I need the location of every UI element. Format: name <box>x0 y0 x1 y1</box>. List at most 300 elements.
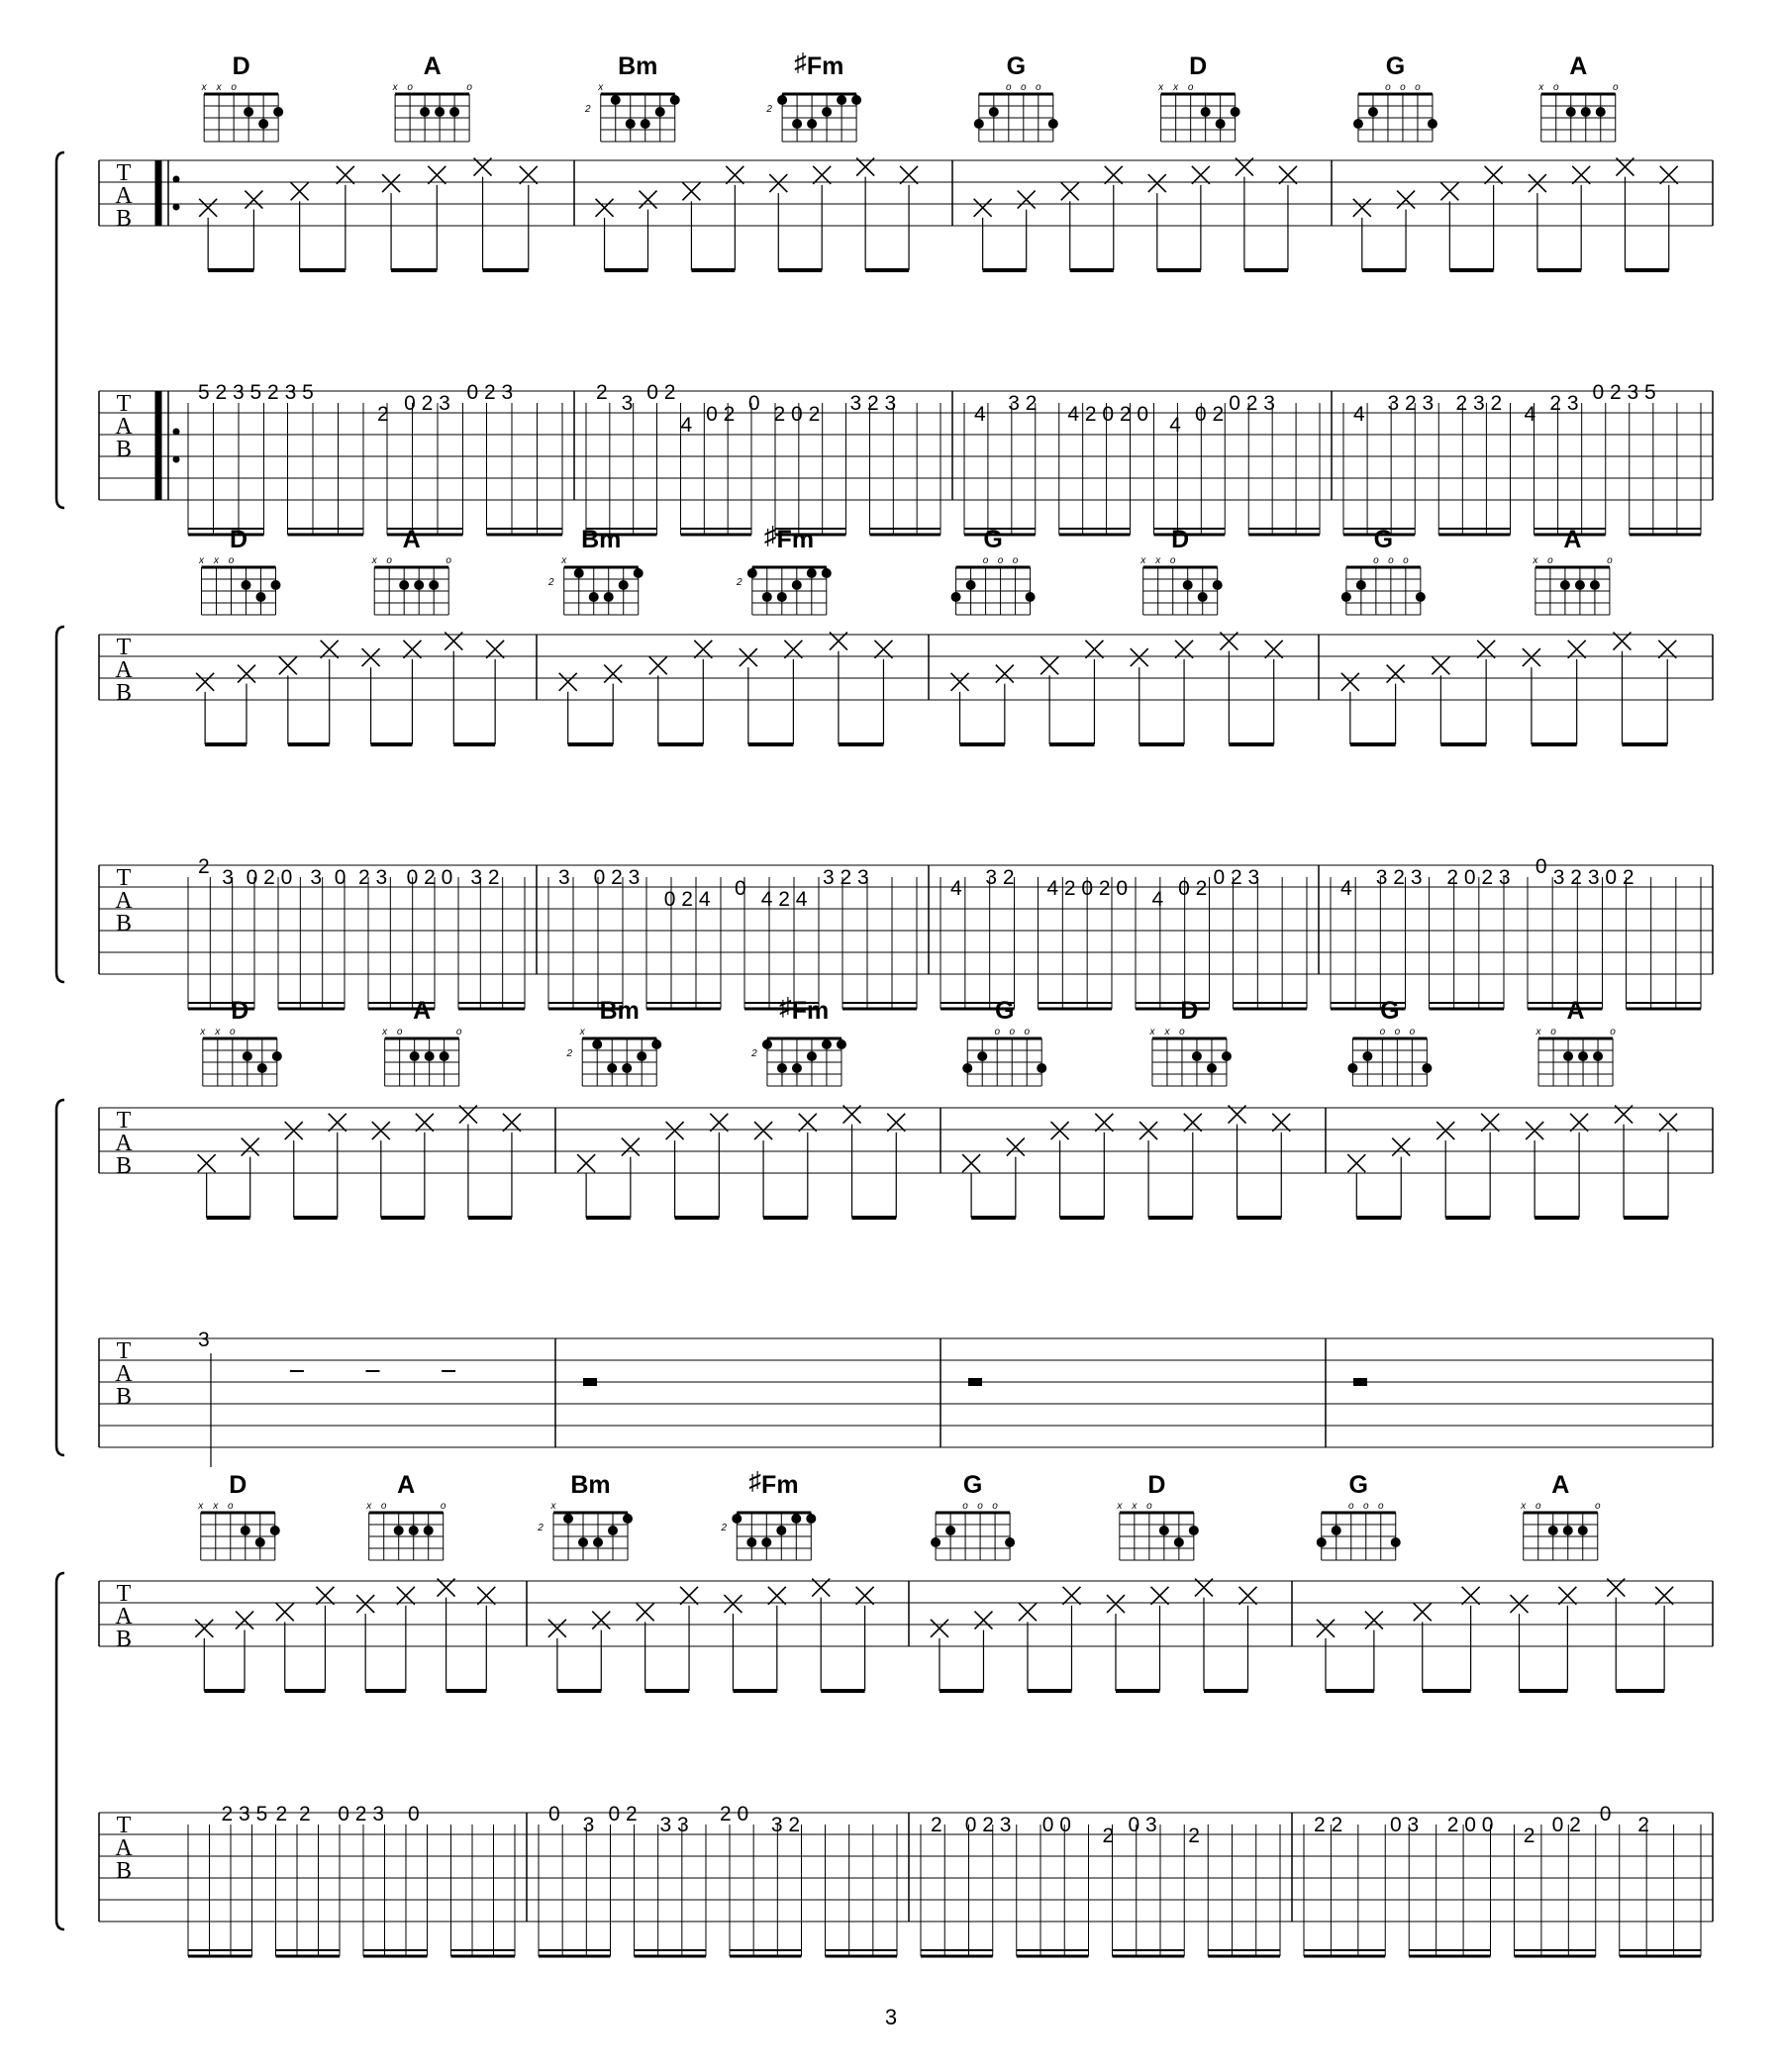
finger-dot <box>608 1526 618 1535</box>
finger-dot <box>255 1537 265 1547</box>
finger-dot <box>637 1051 646 1061</box>
tab-clef-b: B <box>115 437 133 462</box>
fret-number: 2 <box>1188 1825 1200 1847</box>
tab-clef-b: B <box>115 1858 133 1884</box>
finger-dot <box>1332 1526 1341 1535</box>
open-string-mark: o <box>228 555 235 566</box>
strum-x-note <box>812 1579 830 1691</box>
fret-number: 3 2 <box>985 866 1015 889</box>
finger-dot <box>1581 107 1591 117</box>
tab-staff <box>99 855 1713 1009</box>
strum-x-note <box>1397 191 1415 270</box>
muted-string-mark: x <box>1173 82 1179 93</box>
strum-x-note <box>459 1106 477 1218</box>
sharp-sign: ♯ <box>764 522 777 549</box>
fret-number: 0 <box>747 392 760 415</box>
open-string-mark: o <box>396 1027 403 1037</box>
finger-dot <box>410 1051 420 1061</box>
base-fret-label: 2 <box>766 104 772 115</box>
open-string-mark: o <box>227 1501 234 1512</box>
finger-dot <box>1222 1051 1232 1061</box>
finger-dot <box>607 1063 617 1073</box>
base-fret-label: 2 <box>584 104 591 115</box>
chord-name: A <box>1566 997 1585 1025</box>
finger-dot <box>1198 592 1208 602</box>
chord-name: G <box>1380 997 1400 1025</box>
fret-number: 0 2 <box>1178 877 1208 900</box>
chord-name: Bm <box>618 52 658 80</box>
tab-clef-b: B <box>115 911 133 937</box>
fret-number: 2 <box>1523 1825 1535 1847</box>
tab-staff <box>99 381 1713 535</box>
system-bracket <box>56 1573 64 1929</box>
finger-dot <box>1575 580 1585 590</box>
strum-x-note <box>198 1154 216 1218</box>
open-string-mark: o <box>1552 82 1559 93</box>
muted-string-mark: x <box>1521 1501 1527 1512</box>
muted-string-mark: x <box>371 555 377 566</box>
finger-dot <box>977 1051 987 1061</box>
finger-dot <box>807 119 817 129</box>
fret-number: 3 2 <box>470 866 500 889</box>
strum-x-note <box>754 1122 772 1218</box>
whole-rest <box>968 1378 982 1386</box>
chord-name: Bm <box>581 526 622 553</box>
sharp-sign: ♯ <box>794 49 807 76</box>
fret-number: 0 2 <box>608 1803 638 1825</box>
strum-x-note <box>1061 182 1079 270</box>
chord-name: A <box>402 526 421 553</box>
tab-clef-a: A <box>115 1131 133 1156</box>
fret-number: 3 <box>558 866 570 889</box>
finger-dot <box>593 1537 603 1547</box>
open-string-mark: o <box>1169 555 1176 566</box>
muted-string-mark: x <box>1140 555 1146 566</box>
strum-x-note <box>356 1595 374 1691</box>
finger-dot <box>1563 1051 1573 1061</box>
finger-dot <box>270 580 280 590</box>
fret-number: 4 2 0 2 0 <box>1046 877 1129 900</box>
finger-dot <box>777 1063 787 1073</box>
open-string-mark: o <box>1009 1027 1016 1037</box>
finger-dot <box>272 1051 282 1061</box>
fret-number: 0 2 0 <box>246 866 293 889</box>
tab-clef-b: B <box>115 1384 133 1410</box>
chord-diagram-fm <box>750 993 846 1086</box>
fret-number: 4 2 4 <box>760 888 808 911</box>
finger-dot <box>273 107 283 117</box>
rhythm-staff <box>99 1579 1713 1691</box>
fret-number: 0 2 3 <box>964 1814 1012 1836</box>
fret-number: 0 2 <box>1551 1814 1581 1836</box>
muted-string-mark: x <box>200 1027 206 1037</box>
chord-name: G <box>995 997 1015 1025</box>
strum-x-note <box>285 1122 303 1218</box>
tab-clef-a: A <box>115 1604 133 1629</box>
finger-dot <box>651 1039 661 1049</box>
open-string-mark: o <box>1347 1501 1354 1512</box>
fret-number: 2 3 5 <box>221 1803 268 1825</box>
tab-clef-t: T <box>116 1813 132 1838</box>
finger-dot <box>792 1063 802 1073</box>
finger-dot <box>777 95 787 105</box>
strum-x-note <box>1607 1579 1625 1691</box>
strum-x-note <box>1353 199 1371 270</box>
strum-x-note <box>724 1595 742 1691</box>
muted-string-mark: x <box>213 1501 219 1512</box>
rhythm-staff <box>99 1106 1713 1218</box>
chord-name: A <box>1563 526 1582 553</box>
finger-dot <box>1353 119 1363 129</box>
finger-dot <box>1391 1537 1401 1547</box>
fret-number: 0 <box>548 1803 560 1825</box>
chord-name: Fm <box>791 997 830 1025</box>
tab-clef-t: T <box>116 1581 132 1607</box>
finger-dot <box>1159 1526 1169 1535</box>
fret-number: 2 <box>377 403 389 426</box>
fret-number: 2 0 0 <box>1446 1814 1494 1836</box>
fret-number: 2 3 <box>1549 392 1579 415</box>
open-string-mark: o <box>1179 1027 1185 1037</box>
chord-diagram-bm <box>584 52 680 142</box>
fret-number: 4 <box>1169 414 1181 437</box>
finger-dot <box>241 1526 250 1535</box>
finger-dot <box>962 1063 972 1073</box>
fret-number: 0 2 0 <box>406 866 453 889</box>
rhythm-staff <box>99 633 1713 744</box>
fret-number: 4 <box>950 877 962 900</box>
chord-name: D <box>229 526 248 553</box>
fret-number: 4 <box>1340 877 1352 900</box>
fret-number: 2 <box>1102 1825 1115 1847</box>
fret-number: 0 2 3 <box>338 1803 385 1825</box>
finger-dot <box>822 1039 832 1049</box>
chord-diagram-g <box>1317 1471 1401 1560</box>
finger-dot <box>1347 1063 1357 1073</box>
fret-number: 0 2 3 <box>466 381 514 404</box>
finger-dot <box>732 1514 742 1524</box>
open-string-mark: o <box>982 555 989 566</box>
finger-dot <box>440 1051 449 1061</box>
chord-diagram-g <box>931 1471 1015 1560</box>
strum-x-note <box>1392 1138 1410 1218</box>
chord-diagram-fm <box>721 1467 817 1560</box>
finger-dot <box>762 1039 772 1049</box>
tab-clef-a: A <box>115 183 133 209</box>
finger-dot <box>414 580 424 590</box>
finger-dot <box>399 580 409 590</box>
tab-clef-t: T <box>116 865 132 891</box>
open-string-mark: o <box>1379 1027 1386 1037</box>
system-bracket <box>56 627 64 982</box>
fret-number: 3 2 3 <box>849 392 897 415</box>
chord-name: A <box>423 52 442 80</box>
strum-x-note <box>1432 656 1449 744</box>
system-4 <box>56 1573 64 1929</box>
fret-number: 0 <box>334 866 346 889</box>
chord-name: G <box>1006 52 1027 80</box>
open-string-mark: o <box>407 82 413 93</box>
open-string-mark: o <box>1385 82 1391 93</box>
finger-dot <box>837 95 846 105</box>
strum-x-note <box>740 648 757 744</box>
strum-x-note <box>1616 158 1634 270</box>
strum-x-note <box>291 182 309 270</box>
fret-number: 3 3 <box>659 1814 689 1836</box>
finger-dot <box>1368 107 1378 117</box>
chord-diagram-d <box>1157 52 1240 142</box>
open-string-mark: o <box>1377 1501 1384 1512</box>
finger-dot <box>626 119 636 129</box>
finger-dot <box>611 95 621 105</box>
muted-string-mark: x <box>1538 82 1544 93</box>
finger-dot <box>619 580 629 590</box>
open-string-mark: o <box>1021 82 1027 93</box>
finger-dot <box>641 119 650 129</box>
muted-string-mark: x <box>382 1027 388 1037</box>
chord-diagram-a <box>1537 52 1619 142</box>
strum-x-note <box>245 191 262 270</box>
fret-number: 3 <box>310 866 323 889</box>
system-bracket <box>56 152 64 508</box>
finger-dot <box>1590 580 1600 590</box>
finger-dot <box>424 1526 434 1535</box>
finger-dot <box>1026 592 1036 602</box>
strum-x-note <box>622 1138 640 1218</box>
open-string-mark: o <box>380 1501 387 1512</box>
chord-diagram-a <box>1520 1471 1601 1560</box>
finger-dot <box>1428 119 1437 129</box>
muted-string-mark: x <box>215 1027 221 1037</box>
finger-dot <box>1037 1063 1046 1073</box>
chord-name: Fm <box>776 526 815 553</box>
open-string-mark: o <box>1400 82 1406 93</box>
finger-dot <box>623 1514 633 1524</box>
open-string-mark: o <box>1607 555 1613 566</box>
fret-number: 0 2 3 <box>593 866 641 889</box>
strum-x-note <box>996 665 1014 744</box>
strum-x-note <box>1019 1603 1037 1691</box>
base-fret-label: 2 <box>751 1048 757 1059</box>
chord-name: G <box>1373 526 1394 553</box>
finger-dot <box>1566 107 1576 117</box>
finger-dot <box>244 107 253 117</box>
fret-number: 0 2 <box>646 381 676 404</box>
chord-name: Bm <box>570 1471 611 1499</box>
chord-name: Fm <box>806 52 844 80</box>
open-string-mark: o <box>994 1027 1001 1037</box>
chord-diagram-a <box>365 1471 446 1560</box>
chord-diagram-d <box>197 1471 280 1560</box>
chord-diagram-a <box>392 52 473 142</box>
strum-x-note <box>196 673 214 744</box>
strum-x-note <box>637 1603 654 1691</box>
muted-string-mark: x <box>1132 1501 1138 1512</box>
finger-dot <box>1548 1526 1558 1535</box>
strum-x-note <box>236 1612 253 1691</box>
open-string-mark: o <box>1594 1501 1601 1512</box>
muted-string-mark: x <box>366 1501 372 1512</box>
strum-x-note <box>1529 174 1546 270</box>
open-string-mark: o <box>1012 555 1019 566</box>
finger-dot <box>1216 119 1226 129</box>
strum-x-note <box>1615 1106 1633 1218</box>
fret-number: 0 3 <box>1390 1814 1420 1836</box>
muted-string-mark: x <box>579 1027 585 1037</box>
open-string-mark: o <box>440 1501 446 1512</box>
strum-x-note <box>1148 174 1166 270</box>
muted-string-mark: x <box>1164 1027 1170 1037</box>
finger-dot <box>931 1537 940 1547</box>
chord-diagram-g <box>951 526 1036 615</box>
open-string-mark: o <box>962 1501 968 1512</box>
finger-dot <box>1560 580 1570 590</box>
finger-dot <box>435 107 445 117</box>
finger-dot <box>1422 1063 1432 1073</box>
finger-dot <box>851 95 861 105</box>
finger-dot <box>746 1537 756 1547</box>
tab-clef-t: T <box>116 1338 132 1364</box>
fret-number: 2 3 <box>358 866 388 889</box>
strum-x-note <box>1365 1612 1383 1691</box>
finger-dot <box>1192 1051 1202 1061</box>
finger-dot <box>807 568 817 578</box>
chord-diagram-a <box>1532 526 1613 615</box>
finger-dot <box>1578 1526 1588 1535</box>
chord-name: G <box>1348 1471 1368 1499</box>
strum-x-note <box>843 1106 861 1218</box>
fret-number: 2 3 2 <box>1455 392 1503 415</box>
strum-x-note <box>445 633 462 744</box>
fret-number: 0 2 <box>706 403 736 426</box>
finger-dot <box>974 119 984 129</box>
strum-x-note <box>931 1620 948 1691</box>
chord-diagram-bm <box>537 1471 633 1560</box>
chord-name: A <box>397 1471 416 1499</box>
open-string-mark: o <box>1550 1027 1556 1037</box>
strum-x-note <box>1139 1122 1157 1218</box>
finger-dot <box>578 1537 588 1547</box>
fret-number: 0 <box>1534 855 1547 878</box>
strum-x-note <box>362 648 380 744</box>
fret-number: 2 <box>198 855 210 878</box>
muted-string-mark: x <box>1158 82 1164 93</box>
finger-dot <box>807 1051 817 1061</box>
finger-dot <box>837 1039 846 1049</box>
strum-x-note <box>1040 656 1058 744</box>
open-string-mark: o <box>1409 1027 1416 1037</box>
chord-name: Bm <box>599 997 640 1025</box>
fret-number: 2 <box>1637 1814 1649 1836</box>
finger-dot <box>1183 580 1193 590</box>
strum-x-note <box>1613 633 1631 744</box>
fret-number: 0 3 <box>1128 1814 1157 1836</box>
page-number: 3 <box>884 2005 898 2029</box>
system-bracket <box>56 1100 64 1455</box>
strum-x-note <box>1526 1122 1543 1218</box>
strum-x-note <box>1440 182 1458 270</box>
fret-number: 0 2 <box>1194 403 1225 426</box>
tab-clef-t: T <box>116 160 132 186</box>
strum-x-note <box>1347 1154 1365 1218</box>
finger-dot <box>1563 1526 1573 1535</box>
strum-x-note <box>649 656 667 744</box>
fret-number: 2 0 2 3 <box>1446 866 1511 889</box>
open-string-mark: o <box>466 82 472 93</box>
chord-name: D <box>232 52 250 80</box>
muted-string-mark: x <box>1117 1501 1123 1512</box>
strum-x-note <box>438 1579 455 1691</box>
fret-number: 2 <box>596 381 608 404</box>
finger-dot <box>409 1526 419 1535</box>
finger-dot <box>563 1514 573 1524</box>
strum-x-note <box>1236 158 1253 270</box>
finger-dot <box>604 592 614 602</box>
finger-dot <box>1317 1537 1327 1547</box>
muted-string-mark: x <box>1155 555 1161 566</box>
finger-dot <box>589 592 599 602</box>
finger-dot <box>1207 1063 1217 1073</box>
muted-string-mark: x <box>1533 555 1538 566</box>
finger-dot <box>241 580 250 590</box>
open-string-mark: o <box>992 1501 998 1512</box>
strum-x-note <box>769 174 787 270</box>
chord-name: D <box>1180 997 1199 1025</box>
finger-dot <box>747 568 757 578</box>
open-string-mark: o <box>1187 82 1194 93</box>
finger-dot <box>1231 107 1240 117</box>
fret-number: 4 <box>680 414 693 437</box>
fret-number: 3 <box>222 866 234 889</box>
strum-x-note <box>372 1122 390 1218</box>
whole-rest <box>1353 1378 1367 1386</box>
chord-name: A <box>413 997 432 1025</box>
fret-number: 2 <box>931 1814 942 1836</box>
open-string-mark: o <box>1362 1501 1369 1512</box>
open-string-mark: o <box>1036 82 1041 93</box>
tab-clef-t: T <box>116 1108 132 1134</box>
tab-staff <box>99 1803 1713 1956</box>
finger-dot <box>951 592 961 602</box>
finger-dot <box>1005 1537 1015 1547</box>
finger-dot <box>822 107 832 117</box>
strum-x-note <box>1523 648 1540 744</box>
tab-clef-b: B <box>115 680 133 706</box>
open-string-mark: o <box>1388 555 1394 566</box>
finger-dot <box>1201 107 1211 117</box>
strum-x-note <box>1511 1595 1529 1691</box>
fret-number: 0 <box>1599 1803 1612 1825</box>
finger-dot <box>270 1526 280 1535</box>
chord-diagram-g <box>974 52 1058 142</box>
finger-dot <box>258 119 268 129</box>
strum-x-note <box>1018 191 1036 270</box>
muted-string-mark: x <box>198 555 204 566</box>
open-string-mark: o <box>1373 555 1379 566</box>
strum-x-note <box>276 1603 294 1691</box>
finger-dot <box>634 568 644 578</box>
open-string-mark: o <box>1612 82 1619 93</box>
fret-number: 4 <box>1151 888 1164 911</box>
finger-dot <box>257 1063 267 1073</box>
open-string-mark: o <box>230 1027 236 1037</box>
strum-x-note <box>604 665 622 744</box>
fret-number: 2 2 <box>1314 1814 1343 1836</box>
strum-x-note <box>1220 633 1238 744</box>
finger-dot <box>592 1039 602 1049</box>
chord-name: D <box>1147 1471 1166 1499</box>
strum-x-note <box>951 673 969 744</box>
